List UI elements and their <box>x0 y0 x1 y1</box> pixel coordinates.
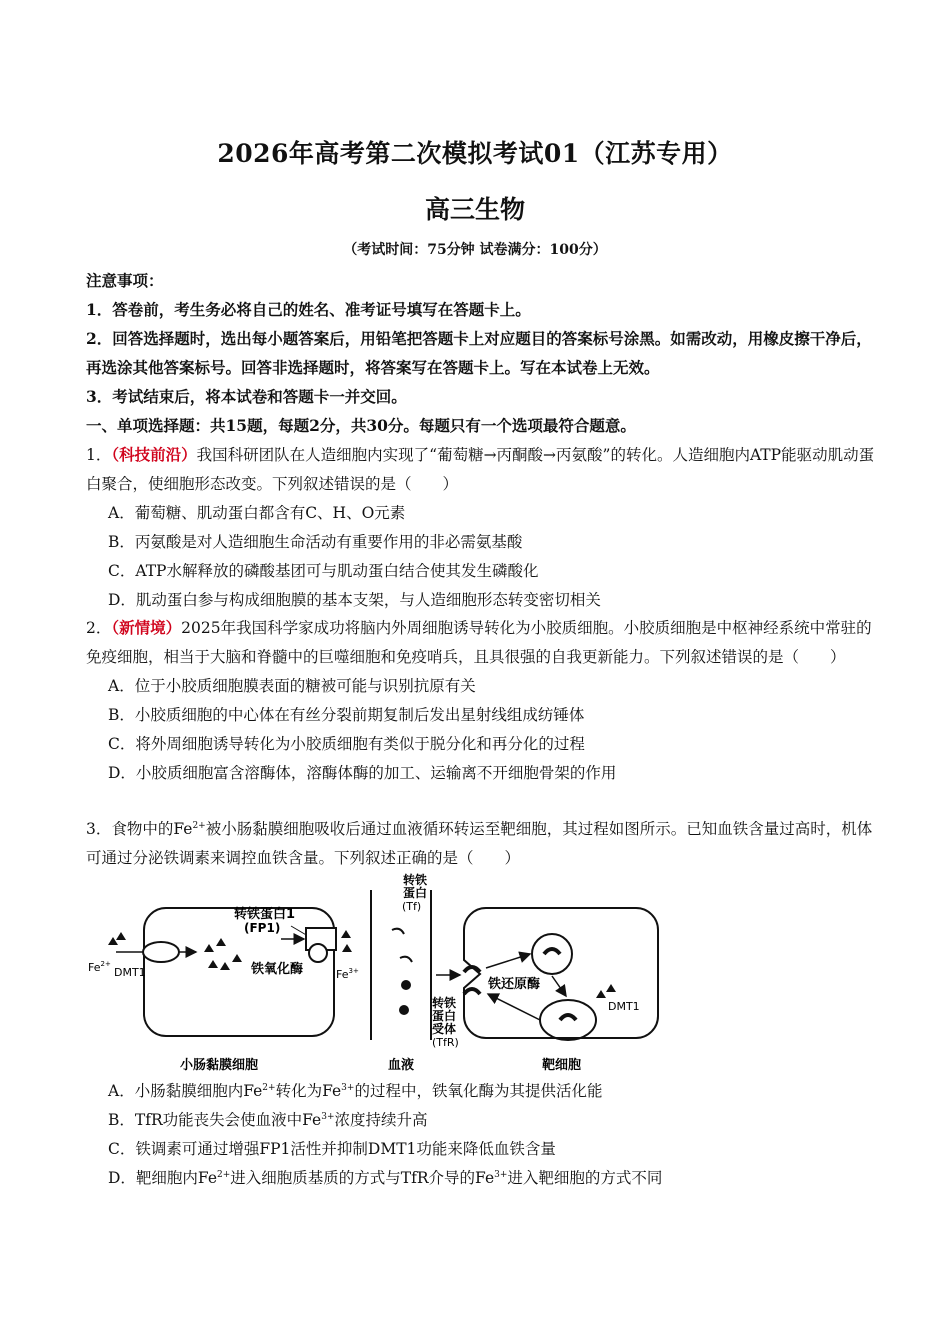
dmt1-label-left: DMT1 <box>114 966 146 979</box>
question-2-option-c: C．将外周细胞诱导转化为小胶质细胞有类似于脱分化和再分化的过程 <box>108 735 585 753</box>
endosome-vesicle <box>532 934 572 974</box>
transferrin-icon <box>400 957 412 962</box>
question-3-option-b: B．TfR功能丧失会使血液中$Fe^{3+}$浓度持续升高 <box>108 1111 428 1129</box>
ferroxidase-label: 铁氧化酶 <box>251 962 304 977</box>
tfr-label-2: 蛋白 <box>432 1009 457 1023</box>
instruction-2: 2．回答选择题时，选出每小题答案后，用铅笔把答题卡上对应题目的答案标号涂黑。如需改动，用橡皮擦干净后，再选涂其他答案标号。回答非选择题时，将答案写在答题卡上。写在本试卷上无效。 <box>86 329 872 377</box>
question-1-option-c: C．ATP水解释放的磷酸基团可与肌动蛋白结合使其发生磷酸化 <box>108 562 539 580</box>
blood-label: 血液 <box>388 1058 415 1073</box>
fe-triangle-icon <box>116 932 126 940</box>
question-2-stem: 2．（新情境）2025年我国科学家成功将脑内外周细胞诱导转化为小胶质细胞。小胶质细胞是中枢神经系统中常驻的免疫细胞，相当于大脑和脊髓中的巨噬细胞和免疫哨兵，且具很强的自我更新能力。下列叙述错误的是（ ） <box>86 618 872 666</box>
question-3-option-d: D．靶细胞内$Fe^{2+}$进入细胞质基质的方式与TfR介导的$Fe^{3+}$进入靶细胞的方式不同 <box>108 1169 663 1187</box>
transferrin-iron-icon <box>401 980 411 990</box>
acidified-vesicle <box>540 1000 596 1040</box>
question-3-options <box>86 1077 876 1193</box>
dmt1-label-right: DMT1 <box>608 1000 640 1013</box>
tfr-label-1: 转铁 <box>432 996 457 1010</box>
question-1-option-d: D．肌动蛋白参与构成细胞膜的基本支架，与人造细胞形态转变密切相关 <box>108 591 601 609</box>
ferroxidase-enzyme <box>309 944 327 962</box>
dmt1-transporter-left <box>143 942 179 962</box>
question-2-option-d: D．小胶质细胞富含溶酶体，溶酶体酶的加工、运输离不开细胞骨架的作用 <box>108 764 617 782</box>
question-1-tag: （科技前沿） <box>111 445 197 464</box>
instruction-1: 1．答卷前，考生务必将自己的姓名、准考证号填写在答题卡上。 <box>86 300 531 319</box>
tfr-label-3: 受体 <box>432 1022 457 1036</box>
tf-label-2: 蛋白 <box>403 886 428 900</box>
transferrin-icon <box>392 929 404 934</box>
tfr-receptor-icon <box>464 989 480 994</box>
instructions <box>86 266 876 440</box>
intestine-cell-label: 小肠黏膜细胞 <box>180 1058 259 1073</box>
fp1-abbr-label: (FP1) <box>244 921 281 935</box>
instructions-heading: 注意事项： <box>86 271 164 290</box>
tf-label-3: (Tf) <box>402 900 422 913</box>
tfr-label-4: (TfR) <box>432 1036 459 1049</box>
question-2-option-b: B．小胶质细胞的中心体在有丝分裂前期复制后发出星射线组成纺锤体 <box>108 706 585 724</box>
question-1 <box>86 440 876 615</box>
question-3-option-c: C．铁调素可通过增强FP1活性并抑制DMT1功能来降低血铁含量 <box>108 1140 556 1158</box>
tfr-receptor-icon <box>464 967 480 972</box>
transferrin-iron-icon <box>399 1005 409 1015</box>
fe2-label-left: $Fe^{2+}$ <box>88 960 111 974</box>
diagram-svg <box>86 870 876 1075</box>
question-3 <box>86 815 876 873</box>
question-3-option-a: A．小肠黏膜细胞内$Fe^{2+}$转化为$Fe^{3+}$的过程中，铁氧化酶为其提供活化能 <box>108 1082 603 1100</box>
question-3-stem: 3．食物中的$Fe^{2+}$被小肠黏膜细胞吸收后通过血液循环转运至靶细胞，其过程如图所示。已知血铁含量过高时，机体可通过分泌铁调素来调控血铁含量。下列叙述正确的是（ ） <box>86 820 873 867</box>
question-2-tag: （新情境） <box>111 618 182 637</box>
question-2-option-a: A．位于小胶质细胞膜表面的糖被可能与识别抗原有关 <box>108 677 476 695</box>
exam-title: 2026年高考第二次模拟考试01（江苏专用） <box>217 139 733 168</box>
instruction-3: 3．考试结束后，将本试卷和答题卡一并交回。 <box>86 387 407 406</box>
question-1-stem: 1．（科技前沿）我国科研团队在人造细胞内实现了“葡萄糖→丙酮酸→丙氨酸”的转化。人造细胞内ATP能驱动肌动蛋白聚合，使细胞形态改变。下列叙述错误的是（ ） <box>86 445 875 493</box>
question-2 <box>86 613 876 788</box>
exam-subject: 高三生物 <box>424 195 525 224</box>
fp1-label: 转铁蛋白1 <box>234 907 296 922</box>
reductase-label: 铁还原酶 <box>488 977 541 992</box>
target-cell-label: 靶细胞 <box>542 1058 582 1073</box>
fe-triangle-icon <box>108 937 118 945</box>
tf-label-1: 转铁 <box>403 873 428 887</box>
iron-transport-diagram <box>86 870 876 1075</box>
fe3-label: $Fe^{3+}$ <box>336 967 359 981</box>
question-1-option-a: A．葡萄糖、肌动蛋白都含有C、H、O元素 <box>108 504 406 522</box>
section-heading: 一、单项选择题：共15题，每题2分，共30分。每题只有一个选项最符合题意。 <box>86 416 636 435</box>
question-1-option-b: B．丙氨酸是对人造细胞生命活动有重要作用的非必需氨基酸 <box>108 533 523 551</box>
exam-meta: （考试时间：75分钟 试卷满分：100分） <box>343 242 607 258</box>
